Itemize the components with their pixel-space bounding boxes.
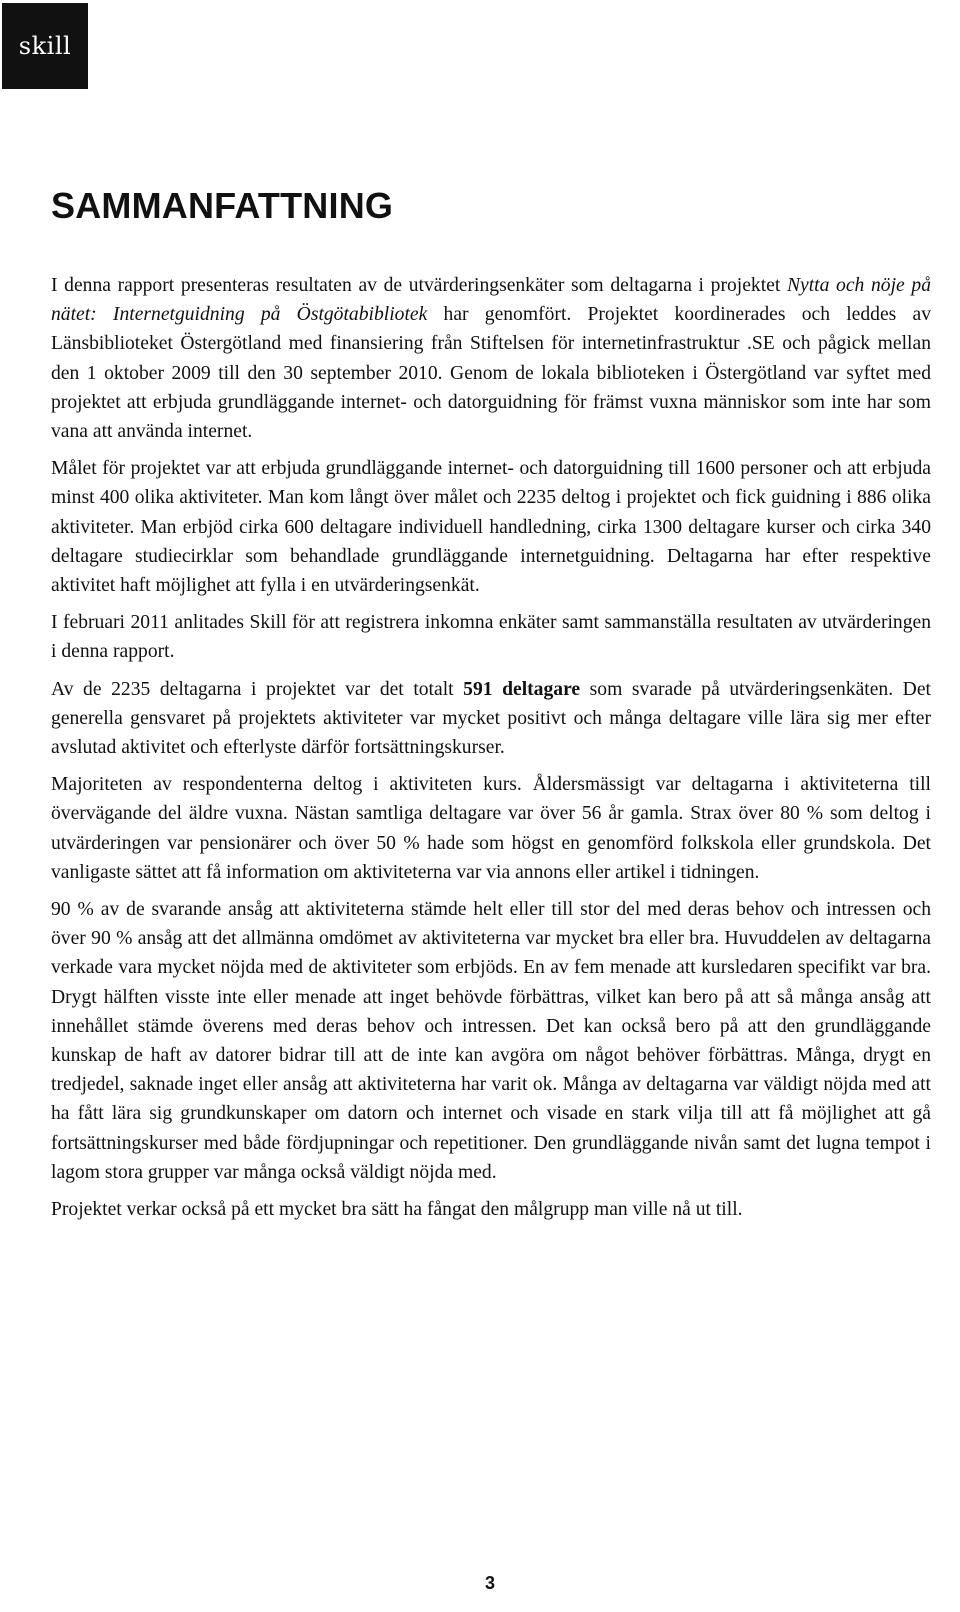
- paragraph-conclusion: Projektet verkar också på ett mycket bra sätt ha fångat den målgrupp man ville nå ut till.: [51, 1199, 743, 1221]
- paragraph-skill: I februari 2011 anlitades Skill för att registrera inkomna enkäter samt sammanställa resultaten av utvärderingen i denna rapport.: [51, 612, 931, 663]
- paragraph-goals: Målet för projektet var att erbjuda grundläggande internet- och datorguidning till 1600 personer och att erbjuda minst 400 olika aktiviteter. Man kom långt över målet och 2235 deltog i projektet och fick guidning i 886 olika aktiviteter. Man erbjöd cirka 600 deltagare individuell handledning, cirka 1300 deltagare kurser och cirka 340 deltagare studiecirklar som behandlade grundläggande internetguidning. Deltagarna har efter respektive aktivitet haft möjlighet att fylla i en utvärderingsenkät.: [51, 458, 931, 597]
- paragraph-satisfaction: 90 % av de svarande ansåg att aktiviteterna stämde helt eller till stor del med deras behov och intressen och över 90 % ansåg att det allmänna omdömet av aktiviteterna var mycket bra eller bra. Huvuddelen av deltagarna verkade vara mycket nöjda med de aktiviteter som erbjöds. En av fem menade att kursledaren specifikt var bra. Drygt hälften visste inte eller menade att inget behövde förbättras, vilket kan bero på att så många ansåg att innehållet stämde överens med deras behov och intressen. Det kan också bero på att den grundläggande kunskap de haft av datorer bidrar till att de inte kan avgöra om något behöver förbättras. Många, drygt en tredjedel, saknade inget eller ansåg att aktiviteterna har varit ok. Många av deltagarna var väldigt nöjda med att ha fått lära sig grundkunskaper om datorn och internet och visade en stark vilja till att få möjlighet att gå fortsättningskurser med både fördjupningar och repetitioner. Den grundläggande nivån samt det lugna tempot i lagom stora grupper var många också väldigt nöjda med.: [51, 899, 931, 1183]
- skill-logo: skill: [2, 3, 88, 89]
- paragraph-demographics: Majoriteten av respondenterna deltog i aktiviteten kurs. Åldersmässigt var deltagarna i aktiviteterna till övervägande del äldre vuxna. Nästan samtliga deltagare var över 56 år gamla. Strax över 80 % som deltog i utvärderingen var pensionärer och över 50 % hade som högst en genomförd folkskola eller grundskola. Det vanligaste sättet att få information om aktiviteterna var via annons eller artikel i tidningen.: [51, 774, 931, 883]
- summary-body: [51, 271, 931, 1232]
- page-title: SAMMANFATTNING: [51, 185, 394, 226]
- paragraph-intro: [51, 271, 931, 446]
- project-name: Nytta och nöje på nätet: Internetguidning på Östgötabibliotek: [51, 275, 931, 326]
- paragraph-respondents: [51, 675, 931, 763]
- paragraph-intro-text-b: har genomfört. Projektet koordinerades och leddes av Länsbiblioteket Östergötland med finansiering från Stiftelsen för internetinfrastruktur .SE och pågick mellan den 1 oktober 2009 till den 30 september 2010. Genom de lokala biblioteken i Östergötland var syftet med projektet att erbjuda grundläggande internet- och datorguidning för främst vuxna människor som inte har som vana att använda internet.: [51, 304, 931, 443]
- paragraph-intro-text-a: I denna rapport presenteras resultaten av de utvärderingsenkäter som deltagarna i projektet: [51, 275, 787, 296]
- respondent-count: 591 deltagare: [463, 678, 581, 700]
- page-number: 3: [484, 1573, 495, 1593]
- paragraph-respondents-text-a: Av de 2235 deltagarna i projektet var det totalt: [51, 678, 464, 700]
- paragraph-respondents-text-b: som svarade på utvärderingsenkäten. Det generella gensvaret på projektets aktiviteter var mycket positivt och många deltagare ville lära sig mer efter avslutad aktivitet och efterlyste därför fortsättningskurser.: [51, 678, 931, 759]
